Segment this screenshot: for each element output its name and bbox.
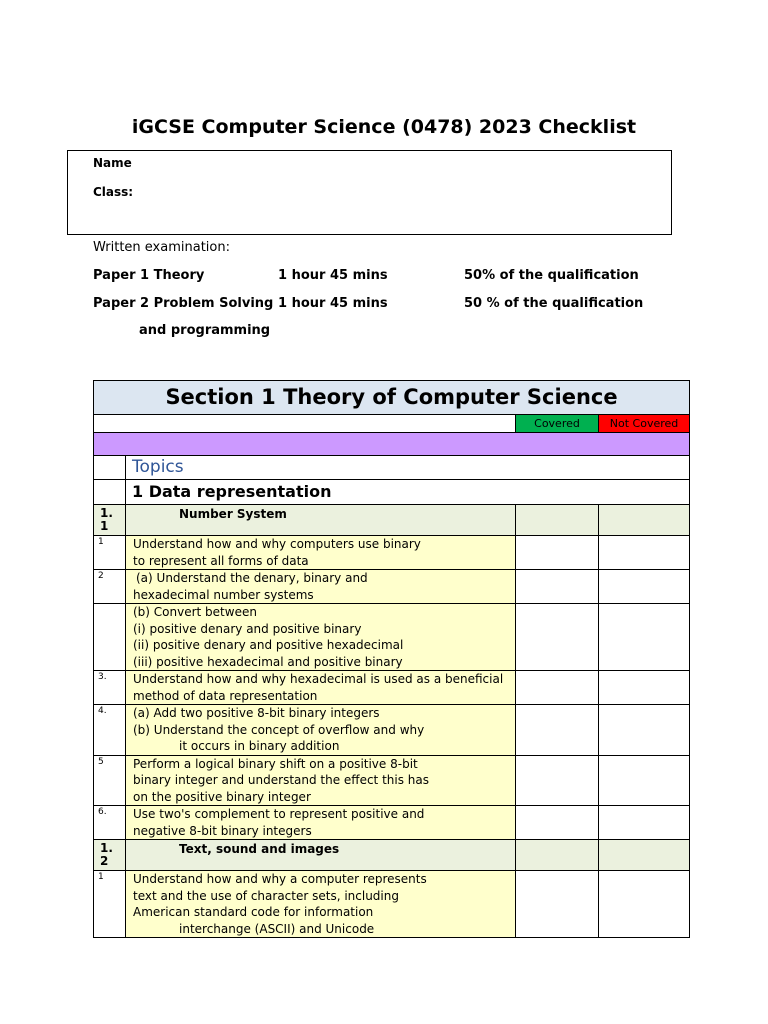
name-label: Name: [93, 156, 132, 170]
not-covered-checkbox[interactable]: [599, 840, 690, 871]
item-number: 1: [94, 871, 126, 938]
item-description: (a) Add two positive 8-bit binary integers (b) Understand the concept of overflow and why it occurs in binary addition: [126, 705, 516, 756]
not-covered-checkbox[interactable]: [599, 871, 690, 938]
covered-checkbox[interactable]: [516, 505, 599, 536]
covered-checkbox[interactable]: [516, 806, 599, 840]
covered-checkbox[interactable]: [516, 705, 599, 756]
item-description: Understand how and why a computer represents text and the use of character sets, including American standard code for information interchange (ASCII) and Unicode: [126, 871, 516, 938]
subsection-number: 1. 1: [94, 505, 126, 536]
item-number: 3.: [94, 671, 126, 705]
not-covered-checkbox[interactable]: [599, 604, 690, 671]
status-header-spacer: [94, 415, 516, 433]
item-description: Use two's complement to represent positive and negative 8-bit binary integers: [126, 806, 516, 840]
not-covered-checkbox[interactable]: [599, 505, 690, 536]
class-label: Class:: [93, 185, 134, 199]
item-number: 5: [94, 755, 126, 806]
not-covered-checkbox[interactable]: [599, 755, 690, 806]
covered-checkbox[interactable]: [516, 604, 599, 671]
subsection-title: Number System: [126, 505, 516, 536]
item-number: 1: [94, 536, 126, 570]
subsection-number: 1. 2: [94, 840, 126, 871]
topic-heading: 1 Data representation: [126, 480, 690, 505]
item-description: Perform a logical binary shift on a positive 8-bit binary integer and understand the effect this has on the positive binary integer: [126, 755, 516, 806]
item-description: (b) Convert between (i) positive denary and positive binary (ii) positive denary and positive hexadecimal (iii) positive hexadecimal and positive binary: [126, 604, 516, 671]
covered-checkbox[interactable]: [516, 755, 599, 806]
item-number: 2: [94, 570, 126, 604]
topic-num-cell: [94, 480, 126, 505]
not-covered-checkbox[interactable]: [599, 705, 690, 756]
not-covered-header: Not Covered: [599, 415, 690, 433]
purple-divider: [94, 433, 690, 456]
paper1-name: Paper 1 Theory: [93, 268, 205, 283]
paper2-duration: 1 hour 45 mins: [278, 296, 388, 311]
covered-checkbox[interactable]: [516, 536, 599, 570]
not-covered-checkbox[interactable]: [599, 570, 690, 604]
not-covered-checkbox[interactable]: [599, 536, 690, 570]
item-number: 4.: [94, 705, 126, 756]
subsection-title: Text, sound and images: [126, 840, 516, 871]
paper2-name: Paper 2 Problem Solving: [93, 296, 274, 311]
paper2-weight: 50 % of the qualification: [464, 296, 644, 311]
covered-checkbox[interactable]: [516, 570, 599, 604]
item-number: 6.: [94, 806, 126, 840]
student-info-box: [67, 150, 672, 235]
covered-header: Covered: [516, 415, 599, 433]
item-description: Understand how and why hexadecimal is used as a beneficial method of data representation: [126, 671, 516, 705]
paper1-weight: 50% of the qualification: [464, 268, 639, 283]
covered-checkbox[interactable]: [516, 671, 599, 705]
item-description: Understand how and why computers use binary to represent all forms of data: [126, 536, 516, 570]
covered-checkbox[interactable]: [516, 840, 599, 871]
paper1-duration: 1 hour 45 mins: [278, 268, 388, 283]
section-title: Section 1 Theory of Computer Science: [94, 381, 690, 415]
covered-checkbox[interactable]: [516, 871, 599, 938]
document-title: iGCSE Computer Science (0478) 2023 Checklist: [131, 116, 637, 138]
checklist-table: [93, 380, 690, 938]
topics-num-cell: [94, 456, 126, 480]
item-number: [94, 604, 126, 671]
not-covered-checkbox[interactable]: [599, 806, 690, 840]
topics-label: Topics: [126, 456, 690, 480]
item-description: (a) Understand the denary, binary and hexadecimal number systems: [126, 570, 516, 604]
written-exam-label: Written examination:: [93, 240, 230, 255]
not-covered-checkbox[interactable]: [599, 671, 690, 705]
paper2-name-continued: and programming: [139, 323, 271, 338]
